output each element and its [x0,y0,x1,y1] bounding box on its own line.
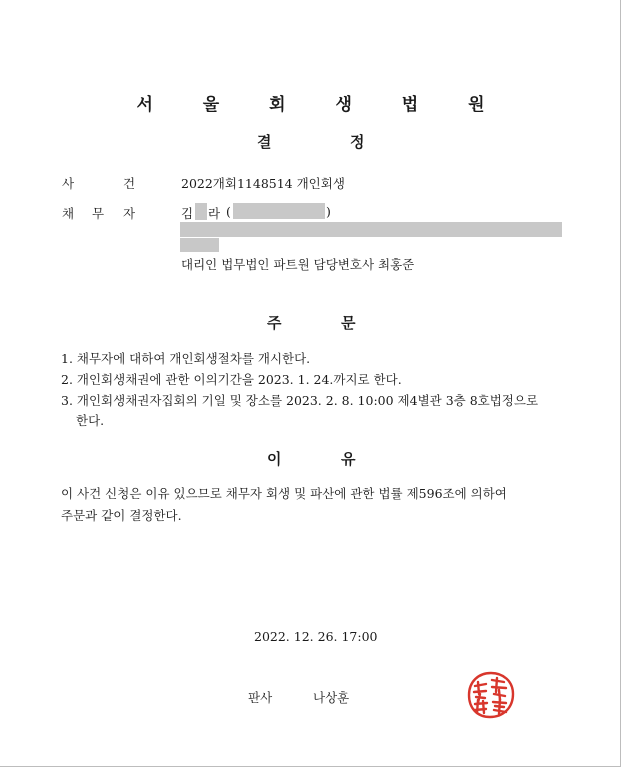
order-item-2: 2. 개인회생채권에 관한 이의기간을 2023. 1. 24.까지로 한다. [61,372,402,387]
debtor-name-last: 라 [208,206,221,221]
case-number: 2022개회1148514 개인회생 [181,176,345,191]
redaction-id [233,203,325,219]
judge-name: 나상훈 [313,690,350,705]
representative: 대리인 법무법인 파트원 담당변호사 최홍준 [181,257,415,272]
order-heading-left: 주 [267,314,282,332]
redaction-address-line-1 [180,222,562,237]
doc-type-right: 정 [350,133,365,151]
court-name: 서 울 회 생 법 원 [136,95,507,115]
doc-type-left: 결 [257,133,272,151]
case-label-2: 건 [123,176,136,191]
redaction-name [195,203,207,220]
reason-line-2: 주문과 같이 결정한다. [61,508,182,523]
case-label-1: 사 [62,176,75,191]
debtor-label-2: 무 [92,206,105,221]
order-item-1: 1. 채무자에 대하여 개인회생절차를 개시한다. [61,351,311,366]
order-heading-right: 문 [341,314,356,332]
judge-title: 판사 [248,690,273,705]
order-item-3-continued: 한다. [76,413,105,428]
debtor-label-1: 채 [62,206,75,221]
reason-heading-left: 이 [267,450,282,468]
decision-date: 2022. 12. 26. 17:00 [254,629,378,644]
debtor-name-first: 김 [181,206,194,221]
reason-heading-right: 유 [341,450,356,468]
reason-line-1: 이 사건 신청은 이유 있으므로 채무자 회생 및 파산에 관한 법률 제596조에 의하여 [61,486,507,501]
paren-open: ( [226,204,231,219]
debtor-label-3: 자 [123,206,136,221]
order-item-3: 3. 개인회생채권자집회의 기일 및 장소를 2023. 2. 8. 10:00 제4별관 3층 8호법정으로 [61,393,539,408]
paren-close: ) [326,204,331,219]
judge-seal-icon [466,670,516,720]
redaction-address-line-2 [180,238,219,252]
